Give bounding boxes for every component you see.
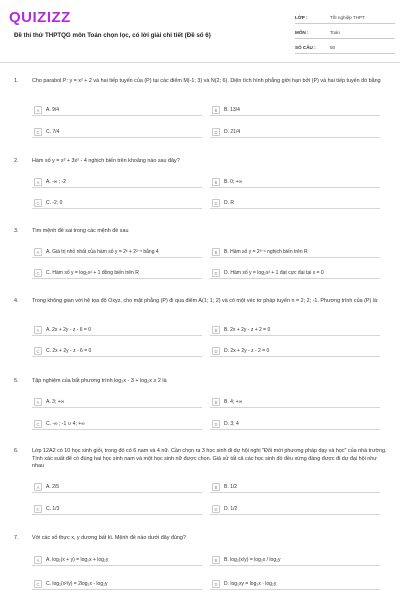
option-b[interactable] — [210, 397, 380, 408]
question-text: Lớp 12A2 có 10 học sinh giỏi, trong đó có 6 nam và 4 nữ. Cần chọn ra 3 học sinh đi dự hội nghị "Đổi mới phương pháp dạy và học" của nhà trường. Tính xác suất để có đúng hai học sinh nam và một học sinh nữ được chọn. Giả sử tất cả các học sinh đó đều xứng đáng được đi dự đại hội như nhau — [32, 448, 387, 470]
option-c[interactable] — [32, 127, 202, 138]
option-letter-box: C — [34, 420, 42, 428]
question-text: Tập nghiệm của bất phương trình log₂x - 3 + log₂x ≥ 2 là — [32, 378, 167, 384]
option-a[interactable] — [32, 325, 202, 336]
option-text: A. 2/5 — [46, 484, 60, 490]
option-text: C. 7/4 — [46, 129, 60, 135]
meta-value: 50 — [330, 45, 336, 50]
question-text: Hàm số y = x³ + 3x² - 4 nghịch biến trên khoảng nào sau đây? — [32, 158, 180, 164]
worksheet-meta — [295, 12, 395, 57]
option-letter-box: C — [34, 269, 42, 277]
option-a[interactable] — [32, 482, 202, 493]
option-b[interactable] — [210, 247, 380, 258]
option-letter-box: D — [212, 420, 220, 428]
option-letter-box: A — [34, 248, 42, 256]
option-letter-box: D — [212, 347, 220, 355]
option-c[interactable] — [32, 504, 202, 515]
option-a[interactable] — [32, 247, 202, 258]
option-letter-box: C — [34, 128, 42, 136]
option-text: D. 2x + 2y - z - 2 = 0 — [224, 348, 270, 354]
option-letter-box: B — [212, 248, 220, 256]
option-letter-box: D — [212, 199, 220, 207]
question-number: 7. — [14, 535, 19, 541]
question-number: 5. — [14, 378, 19, 384]
option-c[interactable] — [32, 346, 202, 357]
question-number: 3. — [14, 228, 19, 234]
option-a[interactable] — [32, 177, 202, 188]
option-letter-box: A — [34, 556, 42, 564]
option-text: D. Hàm số y = log₂x² + 1 đạt cực đại tại x = 0 — [224, 270, 324, 276]
option-letter-box: A — [34, 326, 42, 334]
option-c[interactable] — [32, 268, 202, 279]
option-letter-box: C — [34, 505, 42, 513]
option-text: C. -∞ ; -1 ∪ 4; +∞ — [46, 421, 85, 427]
header-divider — [0, 62, 400, 63]
option-text: A. Giá trị nhỏ nhất của hàm số y = 2ˣ + 2²⁻ˣ bằng 4 — [46, 249, 159, 255]
option-text: B. 1/2 — [224, 484, 238, 490]
option-text: B. 13/4 — [224, 107, 240, 113]
option-letter-box: A — [34, 178, 42, 186]
option-text: B. log₂(x/y) = log₂x / log₂y — [224, 557, 281, 563]
question-text: Cho parabol P: y = x² + 2 và hai tiếp tuyến của (P) tại các điểm M(-1; 3) và N(2; 6). Diện tích hình phẳng giới hạn bởi (P) và hai tiếp tuyến đó bằng — [32, 78, 381, 84]
option-letter-box: A — [34, 106, 42, 114]
question-text: Tìm mệnh đề sai trong các mệnh đề sau — [32, 228, 129, 234]
option-text: D. R — [224, 200, 234, 206]
meta-row-class — [295, 12, 395, 24]
meta-key: LỚP : — [295, 15, 308, 20]
option-letter-box: C — [34, 580, 42, 588]
option-letter-box: D — [212, 505, 220, 513]
option-c[interactable] — [32, 579, 202, 590]
meta-row-subject — [295, 27, 395, 39]
meta-value: Tốt nghiệp THPT — [330, 15, 365, 20]
option-b[interactable] — [210, 482, 380, 493]
question-number: 1. — [14, 78, 19, 84]
option-text: B. 4; +∞ — [224, 399, 243, 405]
option-text: A. 3; +∞ — [46, 399, 65, 405]
quizizz-logo: QUIZIZZ — [9, 9, 71, 26]
option-letter-box: B — [212, 326, 220, 334]
option-text: C. log₂(x²/y) = 2log₂x - log₂y — [46, 581, 108, 587]
meta-key: MÔN : — [295, 30, 309, 35]
option-text: D. 3; 4 — [224, 421, 239, 427]
question-text: Với các số thực x, y dương bất kì. Mệnh đề nào dưới đây đúng? — [32, 535, 186, 541]
option-d[interactable] — [210, 419, 380, 430]
option-b[interactable] — [210, 555, 380, 566]
question-number: 2. — [14, 158, 19, 164]
meta-row-question-count — [295, 42, 395, 54]
document-title: Đề thi thử THPTQG môn Toán chọn lọc, có lời giải chi tiết (Đề số 6) — [14, 32, 211, 39]
option-letter-box: D — [212, 128, 220, 136]
option-d[interactable] — [210, 504, 380, 515]
question-number: 6. — [14, 448, 19, 454]
meta-value: Toán — [330, 30, 340, 35]
option-letter-box: D — [212, 269, 220, 277]
option-text: C. 2x + 2y - z - 6 = 0 — [46, 348, 92, 354]
option-d[interactable] — [210, 579, 380, 590]
option-text: C. Hàm số y = log₂x² + 1 đồng biến trên R — [46, 270, 139, 276]
option-text: C. -2; 0 — [46, 200, 63, 206]
option-letter-box: B — [212, 106, 220, 114]
option-letter-box: D — [212, 580, 220, 588]
worksheet-header — [0, 0, 400, 62]
question-number: 4. — [14, 298, 19, 304]
option-d[interactable] — [210, 268, 380, 279]
option-c[interactable] — [32, 198, 202, 209]
meta-key: SỐ CÂU : — [295, 45, 316, 50]
option-text: D. 1/2 — [224, 506, 238, 512]
option-text: A. log₂(x + y) = log₂x + log₂y — [46, 557, 109, 563]
option-letter-box: A — [34, 483, 42, 491]
option-text: B. Hàm số y = 2³⁻ˣ nghịch biến trên R — [224, 249, 308, 255]
option-letter-box: B — [212, 178, 220, 186]
option-letter-box: A — [34, 398, 42, 406]
option-text: B. 0; +∞ — [224, 179, 243, 185]
option-a[interactable] — [32, 555, 202, 566]
option-letter-box: C — [34, 347, 42, 355]
option-text: A. -∞ ; -2 — [46, 179, 66, 185]
option-b[interactable] — [210, 105, 380, 116]
option-d[interactable] — [210, 198, 380, 209]
question-text: Trong không gian với hệ tọa độ Oxyz, cho mặt phẳng (P) đi qua điểm A(1; 1; 2) và có một véc tơ pháp tuyến n = 2; 2; -1. Phương trình của (P) là: — [32, 298, 379, 304]
option-text: D. log₂xy = log₂x · log₂y — [224, 581, 277, 587]
option-a[interactable] — [32, 105, 202, 116]
option-d[interactable] — [210, 346, 380, 357]
option-letter-box: B — [212, 398, 220, 406]
option-text: B. 2x + 2y - z + 2 = 0 — [224, 327, 271, 333]
option-letter-box: B — [212, 483, 220, 491]
option-letter-box: C — [34, 199, 42, 207]
option-d[interactable] — [210, 127, 380, 138]
option-text: D. 21/4 — [224, 129, 241, 135]
option-text: A. 9/4 — [46, 107, 60, 113]
option-c[interactable] — [32, 419, 202, 430]
option-b[interactable] — [210, 325, 380, 336]
option-letter-box: B — [212, 556, 220, 564]
option-text: A. 2x + 2y - z - 6 = 0 — [46, 327, 92, 333]
option-a[interactable] — [32, 397, 202, 408]
option-text: C. 1/3 — [46, 506, 60, 512]
option-b[interactable] — [210, 177, 380, 188]
